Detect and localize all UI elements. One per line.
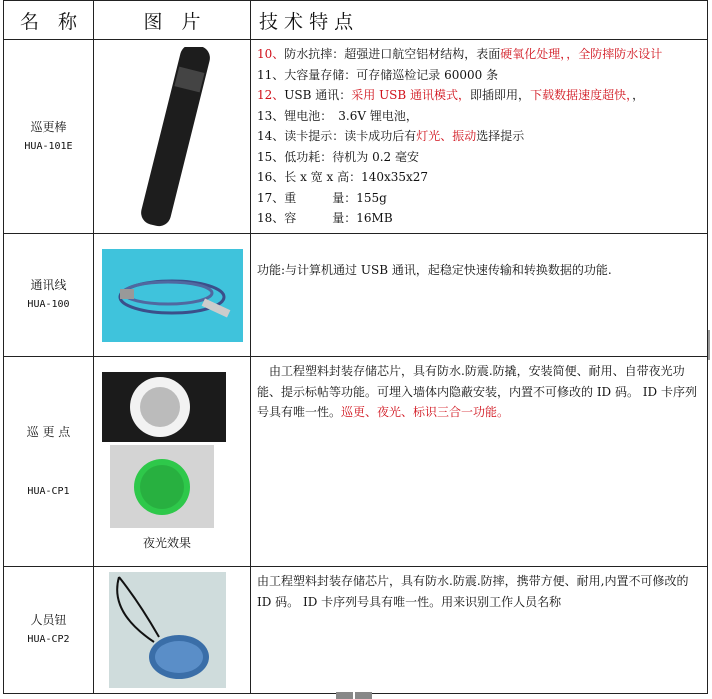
product-name: 通讯线: [30, 278, 67, 292]
spec-text: ，: [632, 88, 645, 102]
spec-cell: [251, 567, 708, 694]
product-image-cell: [94, 357, 251, 567]
spec-cell: [251, 357, 708, 567]
highlight-text: 10、: [257, 47, 285, 61]
spec-cell: [251, 234, 708, 357]
highlight-text: 采用 USB 通讯模式，: [351, 88, 471, 102]
product-name: 人员钮: [30, 613, 67, 627]
spec-text: 18、容 量：16MB: [257, 211, 393, 225]
product-name-cell: [4, 234, 94, 357]
usb-cable-image: [102, 249, 243, 342]
spec-text: 16、长 x 宽 x 高：140x35x27: [257, 170, 429, 184]
product-code: HUA-101E: [24, 140, 73, 152]
image-caption: 夜光效果: [142, 536, 191, 550]
table-row: [4, 40, 708, 234]
spec-text: 11、大容量存储：可存储巡检记录 60000 条: [257, 67, 499, 82]
product-name: 巡 更 点: [26, 424, 71, 439]
header-name: 名 称: [4, 1, 94, 40]
scrollbar-marker[interactable]: [708, 330, 710, 360]
product-name: 巡更棒: [30, 119, 67, 134]
spec-text: 防水抗摔：超强进口航空铝材结构，表面: [284, 47, 501, 61]
product-image-cell: [94, 234, 251, 357]
spec-text: 由工程塑料封装存储芯片，具有防水.防震.防摔，携带方便、耐用,内置不可修改的 ID 码。 ID 卡序列号具有唯一性。用来识别工作人员名称: [257, 574, 689, 609]
spec-line: [257, 44, 701, 65]
spec-text: USB 通讯：: [284, 88, 352, 102]
spec-text: 13、锂电池： 3.6V 锂电池，: [257, 108, 418, 123]
spec-line: [257, 85, 701, 106]
spec-line: [257, 208, 701, 229]
checkpoint-image: [102, 372, 226, 442]
highlight-text: 硬氧化处理，，全防摔防水设计: [500, 47, 663, 61]
page-indicator[interactable]: [336, 692, 372, 699]
spec-text: 选择提示: [476, 129, 525, 143]
spec-line: [257, 361, 701, 423]
spec-line: [257, 260, 701, 281]
highlight-text: 灯光、振动: [416, 129, 477, 143]
spec-line: [257, 65, 701, 86]
spec-line: [257, 571, 701, 612]
staff-tag-image: [109, 572, 226, 688]
header-image: 图 片: [94, 1, 251, 40]
header-spec: 技 术 特 点: [251, 1, 708, 40]
spec-text: 17、重 量：155g: [257, 190, 387, 205]
spec-line: [257, 188, 701, 209]
table-row: [4, 234, 708, 357]
product-name-cell: [4, 40, 94, 234]
night-glow-image: [110, 445, 214, 528]
product-code: HUA-CP1: [27, 485, 70, 497]
highlight-text: 巡更、夜光、标识三合一功能。: [341, 405, 510, 419]
spec-line: [257, 106, 701, 127]
spec-line: [257, 167, 701, 188]
product-spec-table: [3, 0, 708, 694]
product-name-cell: [4, 357, 94, 567]
spec-cell: [251, 40, 708, 234]
spec-line: [257, 147, 701, 168]
spec-line: [257, 126, 701, 147]
table-row: [4, 567, 708, 694]
spec-text: 即插即用，: [470, 88, 531, 102]
highlight-text: 下载数据速度超快，: [530, 88, 633, 102]
spec-text: 14、读卡提示：读卡成功后有: [257, 129, 417, 143]
product-code: HUA-CP2: [27, 634, 70, 645]
spec-text: 由工程塑料封装存储芯片，具有防水.防震.防撬，安装简便、耐用、自带夜光功能、提示标帖等功能。可埋入墙体内隐蔽安装，内置不可修改的 ID 码。 ID 卡序列号具有唯一性。: [257, 364, 697, 419]
header-row: [4, 1, 708, 40]
spec-text: 15、低功耗：待机为 0.2 毫安: [257, 149, 419, 164]
product-image-cell: [94, 40, 251, 234]
table-row: [4, 357, 708, 567]
product-name-cell: [4, 567, 94, 694]
patrol-baton-image: [100, 47, 244, 227]
highlight-text: 12、: [257, 88, 285, 102]
product-code: HUA-100: [27, 299, 70, 310]
spec-text: 功能:与计算机通过 USB 通讯，起稳定快速传输和转换数据的功能.: [257, 263, 612, 277]
product-image-cell: [94, 567, 251, 694]
